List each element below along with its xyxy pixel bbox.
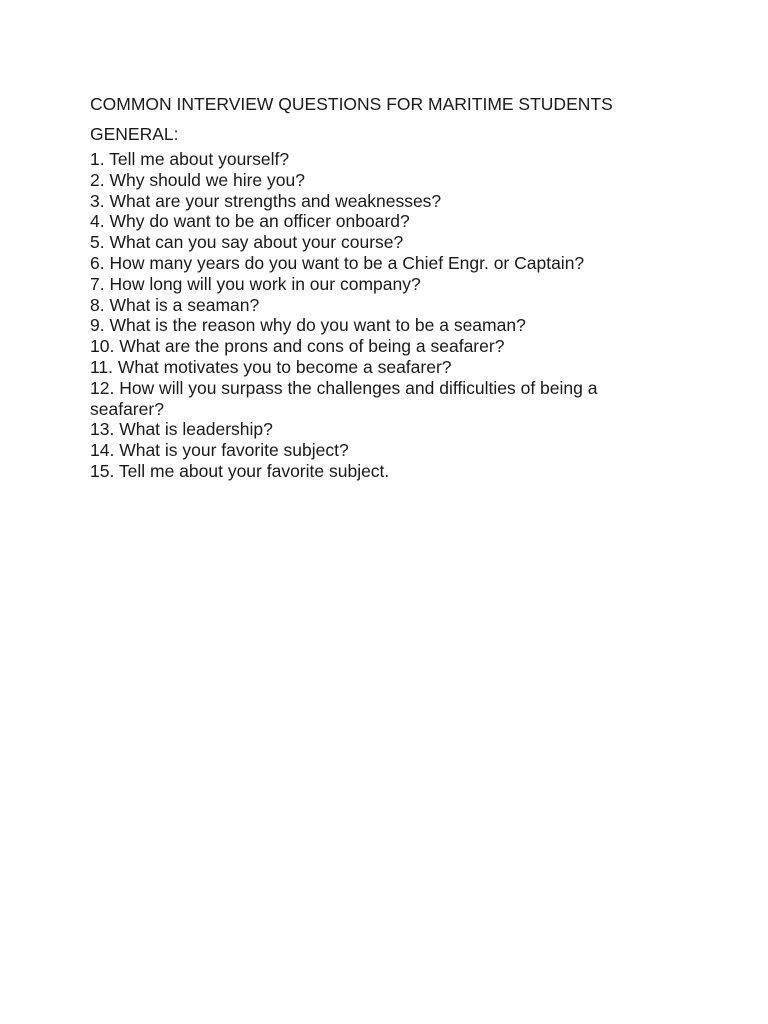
question-item: 11. What motivates you to become a seafarer? xyxy=(90,356,452,377)
question-item: 1. Tell me about yourself? xyxy=(90,149,290,169)
question-item: 8. What is a seaman? xyxy=(90,294,260,315)
question-item: 14. What is your favorite subject? xyxy=(90,440,349,461)
document-title: COMMON INTERVIEW QUESTIONS FOR MARITIME STUDENTS xyxy=(90,94,613,114)
question-item: 5. What can you say about your course? xyxy=(90,232,404,253)
question-item: 2. Why should we hire you? xyxy=(90,169,305,190)
question-item: 13. What is leadership? xyxy=(90,419,273,440)
question-item: 9. What is the reason why do you want to be a seaman? xyxy=(90,315,526,336)
question-item: 3. What are your strengths and weaknesses? xyxy=(90,190,442,211)
question-list xyxy=(90,149,650,482)
section-heading-general: GENERAL: xyxy=(90,124,179,144)
question-item: 6. How many years do you want to be a Chief Engr. or Captain? xyxy=(90,252,585,273)
question-item: 10. What are the prons and cons of being a seafarer? xyxy=(90,336,505,357)
question-item: 12. How will you surpass the challenges and difficulties of being a seafarer? xyxy=(90,377,598,419)
question-item: 15. Tell me about your favorite subject. xyxy=(90,460,390,481)
document-body xyxy=(90,93,650,482)
question-item: 4. Why do want to be an officer onboard? xyxy=(90,211,410,232)
question-item: 7. How long will you work in our company? xyxy=(90,273,421,294)
